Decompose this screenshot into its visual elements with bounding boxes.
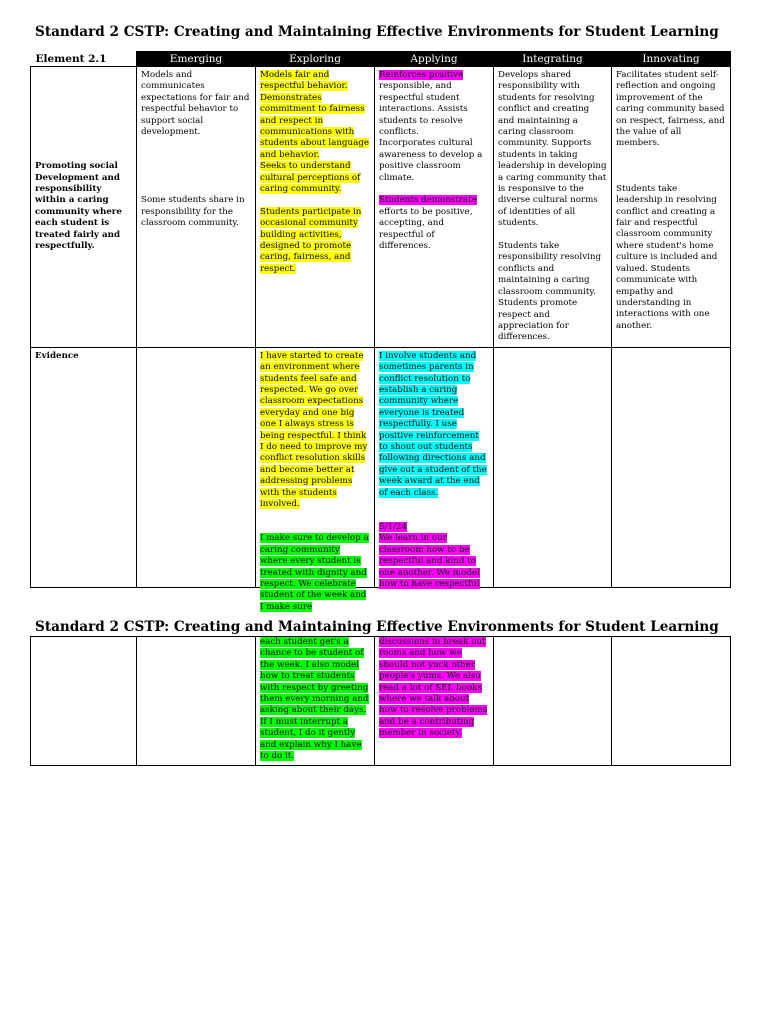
level-applying: Applying [375,52,494,67]
evidence-applying-date: 5/1/24 [379,522,407,533]
criteria-label: Promoting social Development and responsibility within a caring community where each student is treated fairly and respectfully. [35,161,122,252]
emerging-cell [137,67,256,348]
rubric-table-continued [30,636,731,766]
applying-cell [375,67,494,348]
innovating-text-1: Facilitates student self-reflection and ongoing improvement of the caring community based on respect, fairness, and the value of all members. [616,70,725,149]
continued-applying-cell [375,637,494,766]
exploring-text-2: Seeks to understand cultural perceptions of caring community. [260,161,361,195]
continued-innovating-cell [612,637,731,766]
level-integrating: Integrating [494,52,612,67]
innovating-text-2: Students take leadership in resolving conflict and creating a fair and respectful classroom community where student's home culture is included and valued. Students communicate with empathy and understanding in interactions with one another. [616,183,718,331]
continued-integrating-cell [494,637,612,766]
exploring-cell [256,67,375,348]
criteria-row [31,67,731,348]
rubric-table [30,51,731,612]
innovating-cell [612,67,731,348]
exploring-text-1: Models fair and respectful behavior. Demonstrates commitment to fairness and respect in communications with students about language and behavior. [260,70,369,160]
emerging-text-2: Some students share in responsibility for the classroom community. [141,195,245,229]
evidence-label-cell [31,347,137,587]
level-innovating: Innovating [612,52,731,67]
continued-exploring-text: each student get's a chance to be student of the week. I also model how to treat students with respect by greeting them every morning and asking about their days. If I must interrupt a student, I do it gently and explain why I have to do it. [260,637,369,762]
evidence-row [31,347,731,587]
evidence-applying-cell [375,347,494,590]
exploring-text-3: Students participate in occasional community building activities, designed to promote caring, fairness, and respect. [260,206,362,274]
applying-text-1a: Reinforces positive [379,70,464,80]
evidence-innovating-cell [612,347,731,587]
page-title: Standard 2 CSTP: Creating and Maintaining Effective Environments for Student Learning [35,24,719,40]
continued-applying-text: discussions in break out rooms and how we should not yuck other people's yums. We also read a lot of SEL books where we talk about how to resolve problems and be a contributing member in society. [379,637,488,739]
emerging-text-1: Models and communicates expectations for fair and respectful behavior to support social development. [141,70,250,138]
level-emerging: Emerging [137,52,256,67]
evidence-emerging-cell [137,347,256,587]
evidence-exploring-cell [256,347,375,612]
applying-text-1b: responsible, and respectful student interactions. Assists students to resolve conflicts. [379,81,468,138]
integrating-cell [494,67,612,348]
continued-label-cell [31,637,137,766]
evidence-label: Evidence [35,350,79,361]
element-label: Element 2.1 [31,52,137,67]
applying-text-3b: efforts to be positive, accepting, and respectful of differences. [379,206,473,252]
header-row [31,52,731,67]
evidence-exploring-text-2: I make sure to develop a caring community where every student is treated with dignity and respect. We celebrate student of the week and I make sure [260,533,369,612]
level-exploring: Exploring [256,52,375,67]
criteria-label-cell [31,67,137,348]
continued-evidence-row [31,637,731,766]
applying-text-3a: Students demonstrate [379,195,477,206]
continued-exploring-cell [256,637,375,766]
evidence-integrating-cell [494,347,612,587]
integrating-text-1: Develops shared responsibility with students for resolving conflict and creating and maintaining a caring classroom community. Supports students in taking leadership in developing a caring community that is responsive to the diverse cultural norms of identities of all students. [498,70,607,229]
evidence-applying-text-2: We learn in our classroom how to be respectful and kind to one another. We model how to have respectful [379,533,480,590]
integrating-text-2: Students take responsibility resolving conflicts and maintaining a caring classroom community. Students promote respect and appreciation for differences. [498,241,602,343]
applying-text-2: Incorporates cultural awareness to develop a positive classroom climate. [379,138,483,183]
page2-title: Standard 2 CSTP: Creating and Maintaining Effective Environments for Student Learning [35,619,719,635]
evidence-applying-text-1: I involve students and sometimes parents in conflict resolution to establish a caring community where everyone is treated respectfully. I use positive reinforcement to shout out students following directions and give out a student of the week award at the end of each class. [379,350,487,498]
continued-emerging-cell [137,637,256,766]
evidence-exploring-text-1: I have started to create an environment where students feel safe and respected. We go over classroom expectations everyday and one big one I always stress is being respectful. I think I do need to improve my conflict resolution skills and become better at addressing problems with the students involved. [260,350,368,510]
